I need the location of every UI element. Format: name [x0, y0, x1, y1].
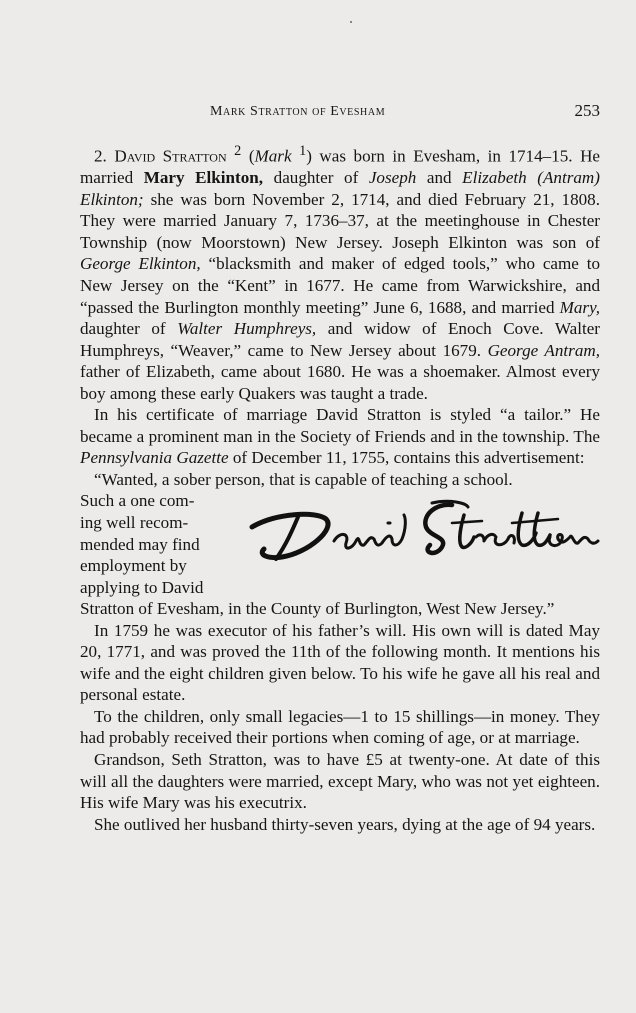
parent-superscript: 1 — [299, 143, 307, 159]
text-run: and — [416, 168, 463, 188]
text-run: “blacksmith and maker of edged tools,” who came to New Jersey on the “Kent” in 1677. He came from Warwickshire, and “passed the Burlington monthly meeting” June 6, 1688, and married — [80, 254, 601, 317]
ad-line: “Wanted, a sober person, that is capable of teaching a school. — [94, 469, 513, 489]
text-run: daughter of — [263, 168, 369, 188]
italic-name: Walter Humphreys, — [177, 319, 317, 339]
entry-name: David Stratton — [114, 146, 227, 166]
paragraph-outlived: She outlived her husband thirty-seven years, dying at the age of 94 years. — [94, 814, 596, 834]
paragraph-marriage-certificate — [80, 404, 600, 469]
advertisement-quote — [80, 469, 600, 620]
running-title: Mark Stratton of Evesham — [210, 104, 386, 119]
paren-close: ) — [306, 146, 312, 166]
newspaper-title: Pennsylvania Gazette — [80, 448, 229, 468]
page-body — [80, 141, 600, 835]
text-run: In his certificate of marriage David Stratton is styled “a tailor.” He became a prominent man in the Society of Friends and in the township. The — [80, 405, 600, 446]
italic-name: Mary, — [559, 297, 600, 317]
italic-name: George Elkinton, — [80, 254, 201, 274]
paragraph-legacies: To the children, only small legacies—1 to 15 shillings—in money. They had probably received their portions when coming of age, or at marriage. — [80, 706, 600, 748]
text-run: father of Elizabeth, came about 1680. He was a shoemaker. Almost every boy among these early Quakers was taught a trade. — [80, 362, 600, 403]
ad-line: employment by — [80, 556, 187, 576]
italic-name: Joseph — [368, 168, 417, 188]
page-speck — [350, 21, 352, 23]
paren-open: ( — [248, 146, 255, 166]
text-run: and widow of Enoch Cove. Walter Humphreys, “Weaver,” came to New Jersey about 1679. — [80, 319, 600, 360]
ad-line: Stratton of Evesham, in the County of Burlington, West New Jersey.” — [80, 599, 555, 619]
ad-line: mended may find — [80, 534, 200, 554]
signature-david-stratton — [246, 493, 602, 565]
italic-name: George Antram, — [487, 340, 600, 360]
text-run: daughter of — [80, 319, 178, 339]
italic-name: Elizabeth (Antram) Elkinton; — [80, 168, 600, 209]
text-run: she was born November 2, 1714, and died February 21, 1808. They were married January 7, 1736–37, at the meetinghouse in Chester Township (now Moorstown) New Jersey. Joseph Elkinton was son of — [80, 189, 600, 252]
ad-line: ing well recom- — [80, 512, 189, 532]
text-run: of December 11, 1755, contains this advertisement: — [228, 448, 585, 468]
paragraph-grandson: Grandson, Seth Stratton, was to have £5 at twenty-one. At date of this will all the daughters were married, except Mary, who was not yet eighteen. His wife Mary was his executrix. — [80, 750, 600, 813]
paragraph-will: In 1759 he was executor of his father’s will. His own will is dated May 20, 1771, and was proved the 11th of the following month. It mentions his wife and the eight children given below. To his wife he gave all his real and personal estate. — [80, 620, 600, 705]
generation-superscript: 2 — [234, 143, 242, 159]
ad-line: Such a one com- — [80, 491, 195, 511]
text-run: was born in Evesham, in 1714–15. He married — [80, 146, 601, 188]
paragraph-david-stratton — [80, 141, 600, 404]
page-number: 253 — [574, 101, 600, 120]
spouse-name: Mary Elkinton, — [143, 168, 264, 188]
page-header — [80, 101, 602, 126]
entry-number: 2. — [94, 146, 107, 166]
ad-line: applying to David — [80, 577, 204, 597]
parent-name: Mark — [254, 146, 292, 166]
